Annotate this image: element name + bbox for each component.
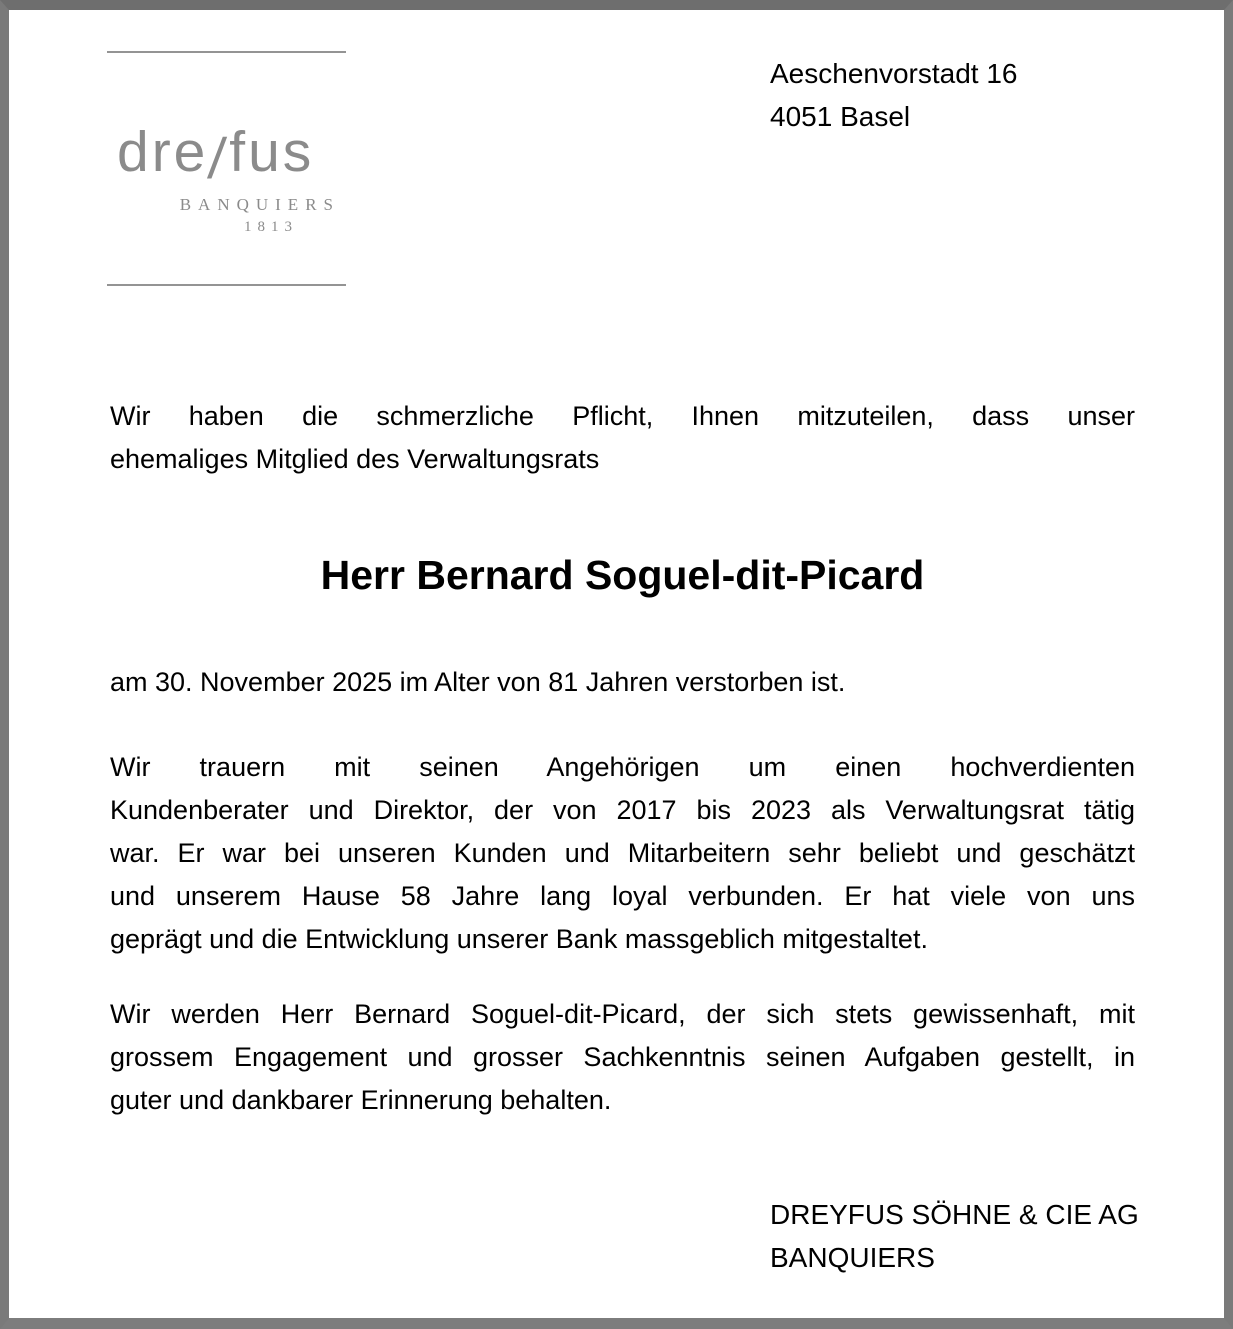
text-line: geprägt und die Entwicklung unserer Bank massgeblich mitgestaltet. (110, 924, 928, 954)
text-line: Wir werden Herr Bernard Soguel-dit-Picard, der sich stets gewissenhaft, mit (110, 999, 1135, 1029)
text-line: DREYFUS SÖHNE & CIE AG (770, 1199, 1139, 1230)
text-line: 4051 Basel (770, 101, 911, 132)
signature-block (770, 1193, 1139, 1279)
text-line: Kundenberater und Direktor, der von 2017 bis 2023 als Verwaltungsrat tätig (110, 795, 1135, 825)
text-line: ehemaliges Mitglied des Verwaltungsrats (110, 444, 600, 474)
closing-paragraph (110, 993, 1135, 1122)
logo-subtitle: BANQUIERS (179, 195, 340, 214)
dreyfus-logo-wordmark (117, 120, 315, 191)
logo-rule-bottom (107, 284, 346, 286)
text-line: guter und dankbarer Erinnerung behalten. (110, 1085, 612, 1115)
text-line: war. Er war bei unseren Kunden und Mitarbeitern sehr beliebt und geschätzt (110, 838, 1135, 868)
text-line: Wir haben die schmerzliche Pflicht, Ihnen mitzuteilen, dass unser (110, 401, 1135, 431)
logo-wordmark-pre: dre (117, 120, 209, 184)
text-line: Aeschenvorstadt 16 (770, 58, 1018, 89)
text-line: und unserem Hause 58 Jahre lang loyal verbunden. Er hat viele von uns (110, 881, 1135, 911)
logo-rule-top (107, 51, 346, 53)
logo-founding-year: 1813 (244, 219, 298, 235)
death-date-line: am 30. November 2025 im Alter von 81 Jahren verstorben ist. (110, 667, 846, 697)
deceased-name-heading: Herr Bernard Soguel-dit-Picard (320, 552, 925, 598)
sender-address (770, 52, 1018, 138)
tribute-paragraph (110, 746, 1135, 961)
intro-paragraph (110, 395, 1135, 481)
text-line: grossem Engagement und grosser Sachkenntnis seinen Aufgaben gestellt, in (110, 1042, 1135, 1072)
logo-slash-glyph: / (206, 127, 232, 191)
text-line: Wir trauern mit seinen Angehörigen um einen hochverdienten (110, 752, 1135, 782)
logo-wordmark-post: fus (229, 120, 315, 184)
text-line: BANQUIERS (770, 1242, 935, 1273)
